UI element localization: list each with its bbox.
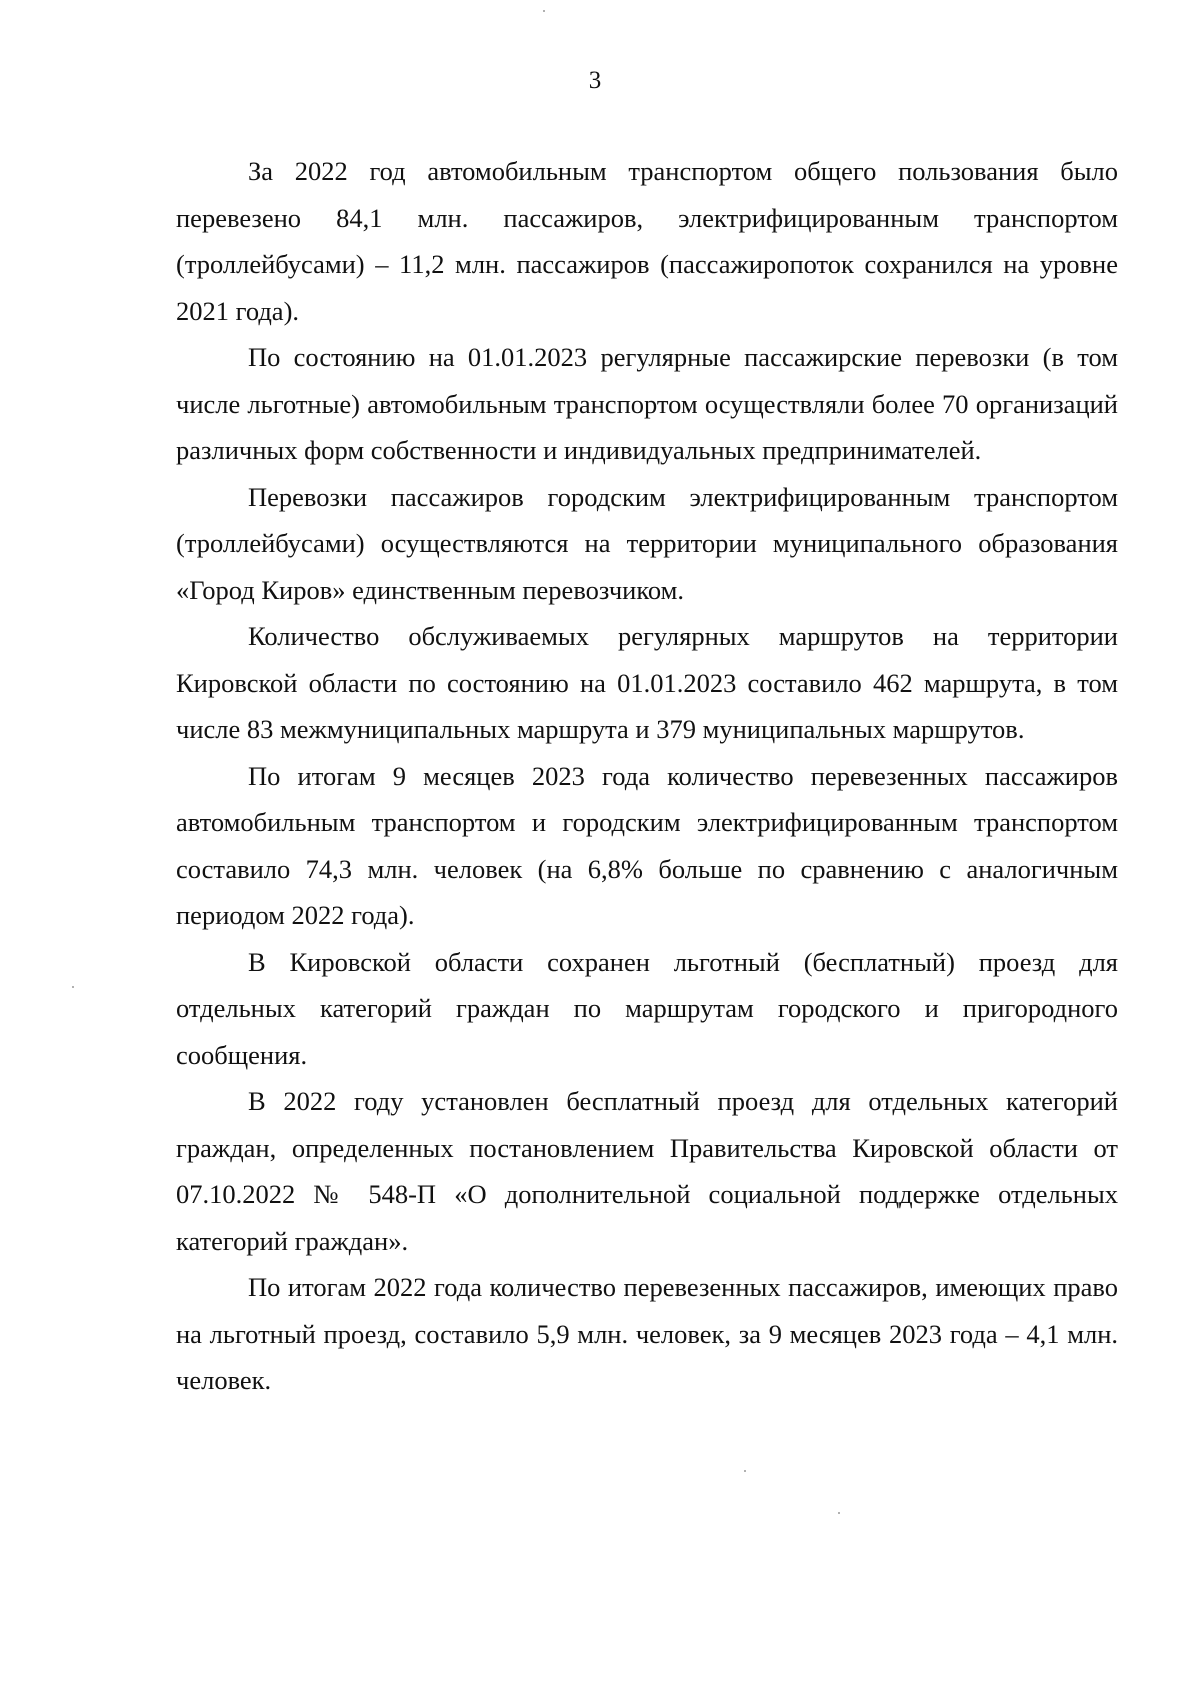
scan-speck [744,1470,746,1472]
scan-speck [543,10,545,12]
paragraph-free-travel-decree: В 2022 году установлен бесплатный проезд для отдельных категорий граждан, определенных постановлением Правительства Кировской области от 07.10.2022 № 548-П «О дополнительной социальной поддержке отдельных категорий граждан». [176,1086,1118,1256]
paragraph-beneficiaries-count: По итогам 2022 года количество перевезенных пассажиров, имеющих право на льготный проезд, составило 5,9 млн. человек, за 9 месяцев 2023 года – 4,1 млн. человек. [176,1272,1118,1395]
paragraph-passengers-9-months: По итогам 9 месяцев 2023 года количество перевезенных пассажиров автомобильным транспортом и городским электрифицированным транспортом составило 74,3 млн. человек (на 6,8% больше по сравнению с аналогичным периодом 2022 года). [176,760,1118,930]
paragraph-passenger-traffic-2022: За 2022 год автомобильным транспортом общего пользования было перевезено 84,1 млн. пассажиров, электрифицированным транспортом (троллейбусами) – 11,2 млн. пассажиров (пассажиропоток сохранился на уровне 2021 года). [176,156,1118,326]
scan-speck [838,1512,840,1514]
page-number: 3 [588,67,602,94]
scan-speck [72,986,74,988]
paragraph-carriers-count: По состоянию на 01.01.2023 регулярные пассажирские перевозки (в том числе льготные) автомобильным транспортом осуществляли более 70 организаций различных форм собственности и индивидуальных предпринимателей. [176,342,1118,465]
document-body [176,148,1118,1404]
paragraph-routes-count: Количество обслуживаемых регулярных маршрутов на территории Кировской области по состоянию на 01.01.2023 составило 462 маршрута, в том числе 83 межмуниципальных маршрута и 379 муниципальных маршрутов. [176,621,1118,744]
paragraph-trolleybus-carrier: Перевозки пассажиров городским электрифицированным транспортом (троллейбусами) осуществляются на территории муниципального образования «Город Киров» единственным перевозчиком. [176,481,1118,605]
paragraph-free-travel-preserved: В Кировской области сохранен льготный (бесплатный) проезд для отдельных категорий граждан по маршрутам городского и пригородного сообщения. [176,946,1118,1070]
